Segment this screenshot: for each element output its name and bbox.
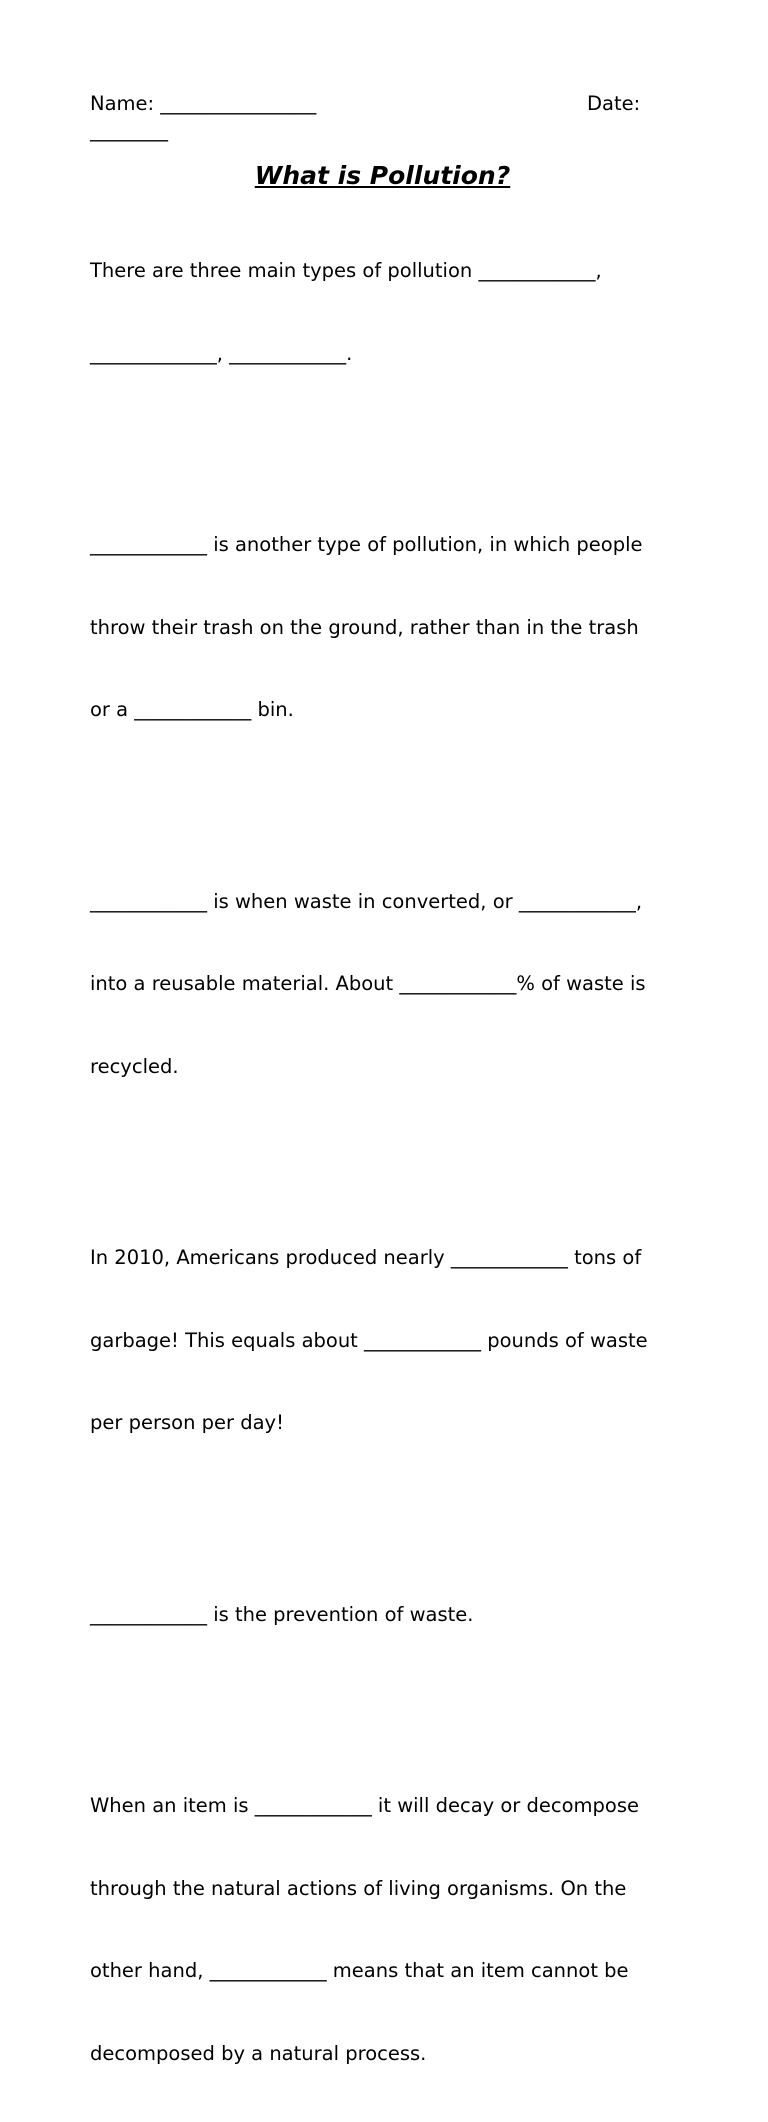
worksheet-page bbox=[90, 90, 680, 2122]
text-line: into a reusable material. About ____________% of waste is bbox=[90, 972, 646, 995]
text-line: When an item is ____________ it will decay or decompose bbox=[90, 1794, 640, 1817]
paragraph-littering bbox=[90, 476, 680, 779]
worksheet-title: What is Pollution? bbox=[254, 161, 511, 190]
text-line: recycled. bbox=[90, 1054, 179, 1078]
name-field-label: Name: ________________ bbox=[90, 92, 317, 115]
text-line: _____________, ____________. bbox=[90, 341, 353, 365]
text-line: garbage! This equals about ____________ pounds of waste bbox=[90, 1328, 648, 1352]
paragraph-recycling bbox=[90, 833, 680, 1136]
text-line: ____________ is another type of pollution, in which people bbox=[90, 533, 643, 556]
worksheet-header bbox=[90, 90, 680, 148]
text-line: or a ____________ bin. bbox=[90, 698, 294, 721]
text-line: There are three main types of pollution ____________, bbox=[90, 259, 602, 282]
text-line: throw their trash on the ground, rather than in the trash bbox=[90, 615, 639, 639]
text-line: ____________ is the prevention of waste. bbox=[90, 1602, 474, 1626]
paragraph-waste-prevention bbox=[90, 1546, 680, 1684]
text-line: other hand, ____________ means that an item cannot be bbox=[90, 1959, 629, 1982]
text-line: In 2010, Americans produced nearly ____________ tons of bbox=[90, 1246, 642, 1269]
text-line: decomposed by a natural process. bbox=[90, 2041, 427, 2065]
date-field-label: Date: bbox=[587, 92, 641, 115]
paragraph-pollution-types bbox=[90, 202, 680, 422]
text-line: ____________ is when waste in converted, or ____________, bbox=[90, 889, 643, 913]
paragraph-garbage-statistics bbox=[90, 1189, 680, 1492]
text-line: through the natural actions of living organisms. On the bbox=[90, 1876, 627, 1900]
date-field-blank: ________ bbox=[90, 119, 168, 142]
text-line: per person per day! bbox=[90, 1411, 284, 1434]
paragraph-biodegradable bbox=[90, 1737, 680, 2122]
